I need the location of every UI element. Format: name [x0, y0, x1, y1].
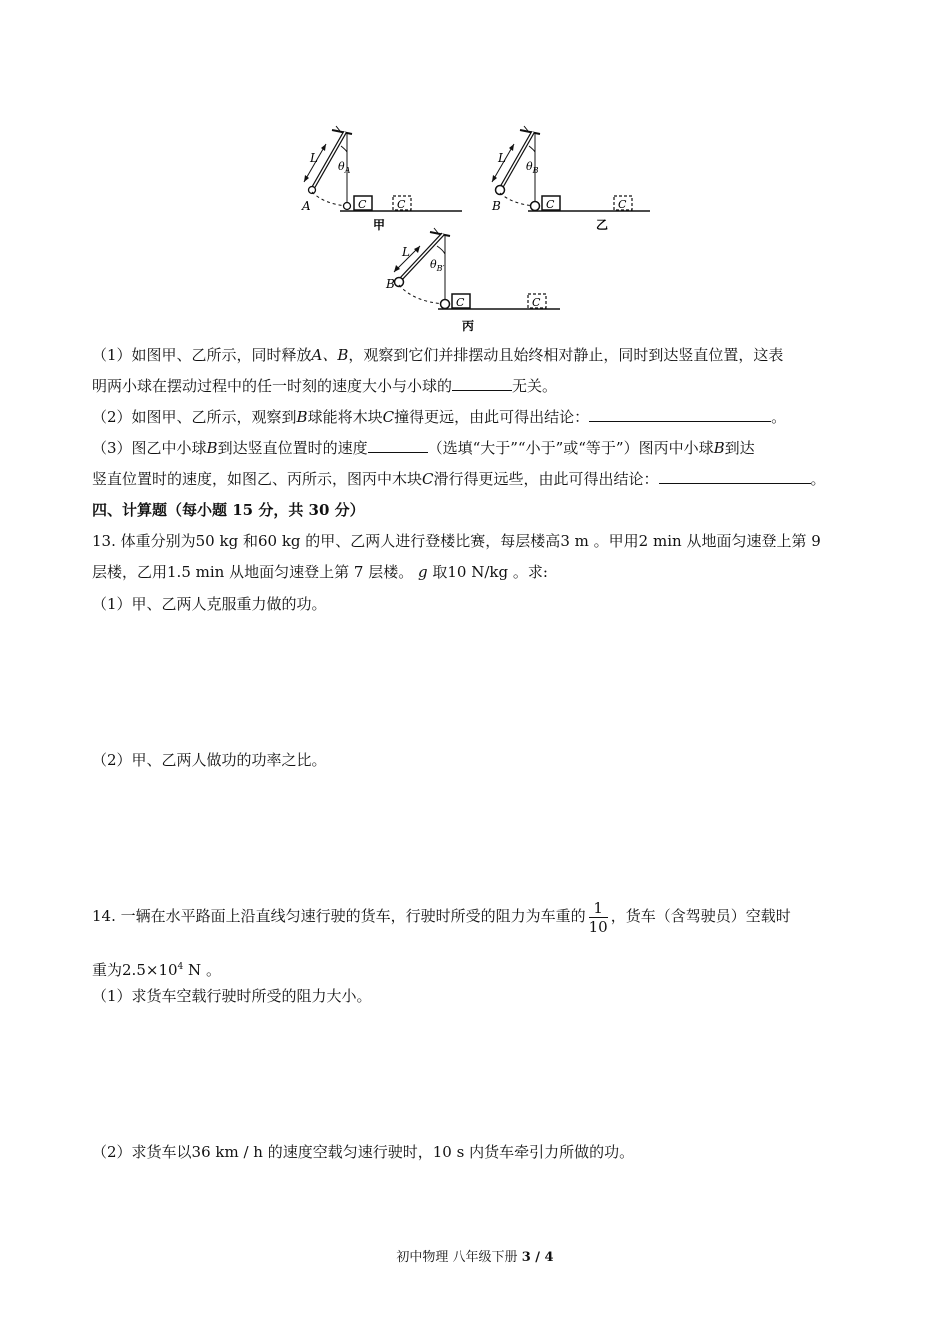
swing-arc: [500, 193, 535, 206]
ball-label: A: [302, 199, 311, 213]
answer-blank[interactable]: [452, 376, 512, 391]
q13-sub2: （2）甲、乙两人做功的功率之比。: [92, 751, 327, 769]
fraction: $\frac{1}{10}$: [588, 898, 608, 936]
angle-label: $\theta_B$: [526, 160, 539, 175]
q12-part3-line2: 竖直位置时的速度，如图乙、丙所示，图丙中木块C滑行得更远些，由此可得出结论： 。: [92, 470, 826, 488]
figure-caption: 丙: [462, 319, 475, 333]
svg-text:C: C: [397, 198, 406, 211]
svg-text:C: C: [456, 296, 465, 309]
q12-part1-line2: 明两小球在摆动过程中的任一时刻的速度大小与小球的 无关。: [92, 377, 558, 395]
answer-blank[interactable]: [659, 469, 811, 484]
q13-stem-line2: 层楼，乙用1.5 min 从地面匀速登上第 7 层楼。 g 取10 N/kg 。求:: [92, 563, 548, 581]
figure-bing: [378, 224, 568, 336]
q14-stem-line2: 重为$2.5\times 10^4$ N 。: [92, 961, 221, 979]
ball-label: B: [492, 199, 501, 213]
svg-text:C: C: [532, 296, 541, 309]
page-number: 3 / 4: [521, 1250, 554, 1265]
svg-text:C: C: [618, 198, 627, 211]
figure-jia: [290, 122, 470, 234]
svg-text:C: C: [358, 198, 367, 211]
q14-sub2: （2）求货车以36 km / h 的速度空载匀速行驶时，10 s 内货车牵引力所做的功。: [92, 1143, 635, 1161]
length-label: L: [402, 245, 410, 259]
page-footer: 初中物理 八年级下册 3 / 4: [396, 1250, 554, 1265]
swing-arc: [399, 285, 445, 304]
pivot-mount: [520, 126, 540, 134]
pivot-mount: [332, 126, 352, 134]
svg-text:C: C: [546, 198, 555, 211]
length-label: L: [310, 151, 318, 165]
q14-stem-line1: 14. 一辆在水平路面上沿直线匀速行驶的货车，行驶时所受的阻力为车重的 $\frac{1}{10}$ ，货车（含驾驶员）空载时: [92, 898, 791, 936]
length-label: L: [498, 151, 506, 165]
q14-sub1: （1）求货车空载行驶时所受的阻力大小。: [92, 987, 372, 1005]
swing-arc: [312, 192, 347, 206]
q12-part2: （2）如图甲、乙所示，观察到B球能将木块C撞得更远，由此可得出结论： 。: [92, 408, 787, 426]
answer-blank[interactable]: [368, 438, 428, 453]
ball-label: B: [386, 277, 395, 291]
angle-label: $\theta_A$: [338, 160, 351, 175]
answer-blank[interactable]: [589, 407, 771, 422]
q12-part1-line1: （1）如图甲、乙所示，同时释放A、B，观察到它们并排摆动且始终相对静止，同时到达竖直位置，这表: [92, 346, 784, 364]
section-title: 四、计算题（每小题 15 分，共 30 分）: [92, 501, 365, 519]
figure-caption: 乙: [596, 218, 609, 232]
figure-caption: 甲: [373, 218, 386, 232]
figure-yi: [478, 122, 658, 234]
q13-sub1: （1）甲、乙两人克服重力做的功。: [92, 595, 327, 613]
q13-stem-line1: 13. 体重分别为50 kg 和60 kg 的甲、乙两人进行登楼比赛，每层楼高3 m 。甲用2 min 从地面匀速登上第 9: [92, 532, 821, 550]
q12-part3-line1: （3）图乙中小球B到达竖直位置时的速度 （选填“大于”“小于”或“等于”）图丙中小球B到达: [92, 439, 755, 457]
angle-label: $\theta_{B'}$: [430, 258, 445, 273]
